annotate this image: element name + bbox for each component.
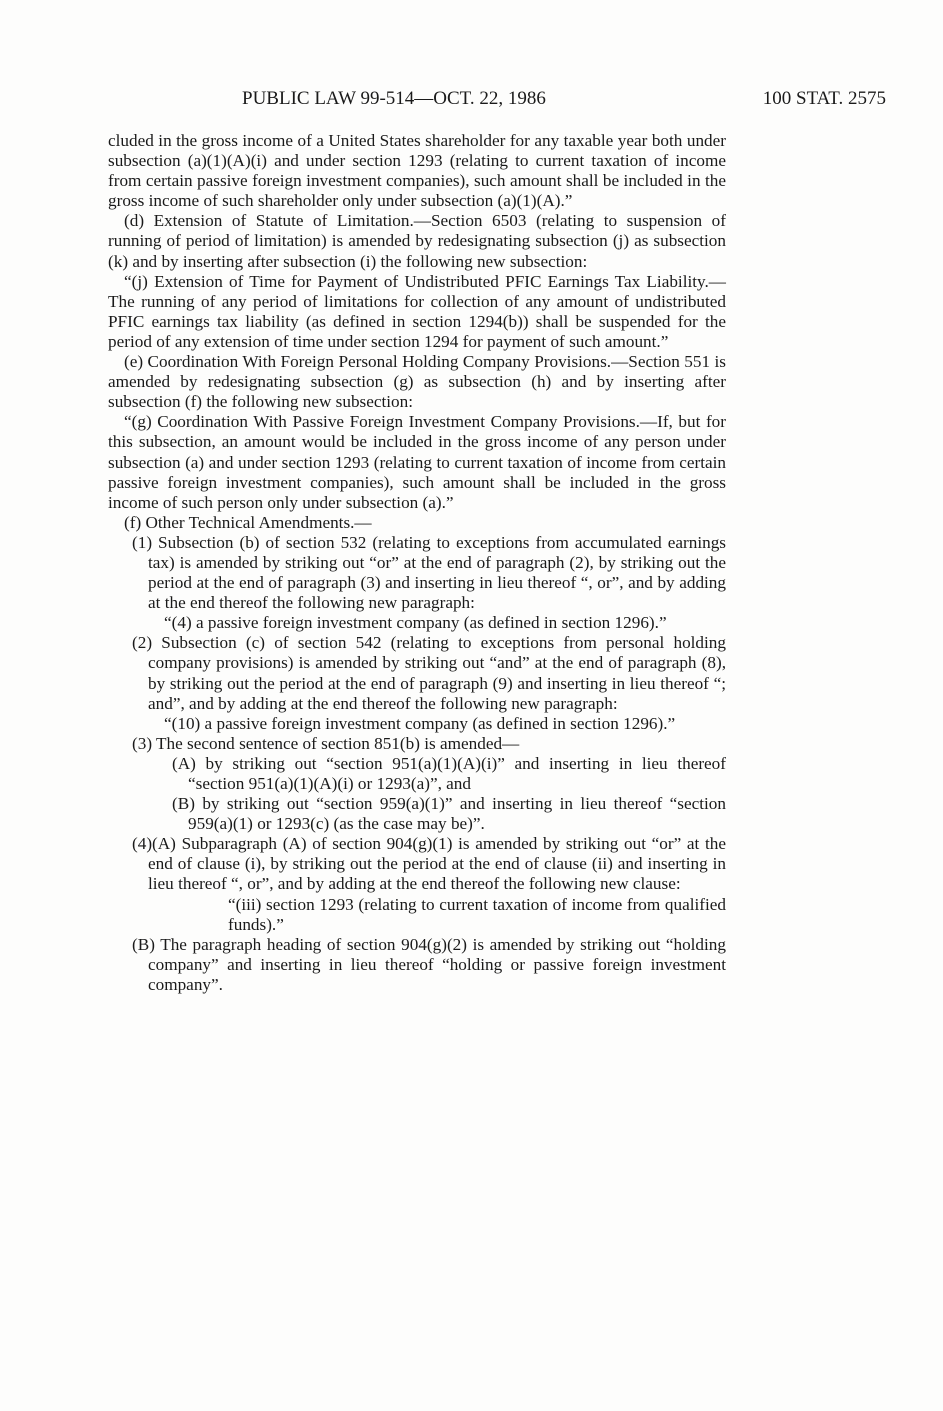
paragraph-f-2-quoted: “(10) a passive foreign investment company (as defined in section 1296).” — [164, 713, 676, 733]
statute-page-number: 100 STAT. 2575 — [762, 88, 886, 109]
paragraph-continued: cluded in the gross income of a United States shareholder for any taxable year both under subsection (a)(1)(A)(i) and under section 1293 (relating to current taxation of income from certain passive foreign investment companies), such amount shall be included in the gross income of such shareholder only under subsection (a)(1)(A).” — [108, 131, 726, 211]
paragraph-f-1-quoted: “(4) a passive foreign investment company (as defined in section 1296).” — [164, 613, 667, 633]
paragraph-f-3-A: (A) by striking out “section 951(a)(1)(A)(i)” and inserting in lieu thereof “section 951(a)(1)(A)(i) or 1293(a)”, and — [172, 753, 726, 793]
public-law-citation: PUBLIC LAW 99-514—OCT. 22, 1986 — [242, 88, 546, 109]
paragraph-f-4-B: (B) The paragraph heading of section 904(g)(2) is amended by striking out “holding company” and inserting in lieu thereof “holding or passive foreign investment company”. — [132, 934, 726, 994]
paragraph-f-3-B: (B) by striking out “section 959(a)(1)” and inserting in lieu thereof “section 959(a)(1) or 1293(c) (as the case may be)”. — [172, 794, 726, 834]
paragraph-d: (d) Extension of Statute of Limitation.—Section 6503 (relating to suspension of running of period of limitation) is amended by redesignating subsection (j) as subsection (k) and by inserting after subsection (i) the following new subsection: — [108, 211, 726, 271]
paragraph-j-quoted: “(j) Extension of Time for Payment of Undistributed PFIC Earnings Tax Liability.—The running of any period of limitations for collection of any amount of undistributed PFIC earnings tax liability (as defined in section 1294(b)) shall be suspended for the period of any extension of time under section 1294 for payment of such amount.” — [108, 271, 726, 351]
page-header — [108, 86, 886, 112]
paragraph-f-heading: (f) Other Technical Amendments.— — [124, 512, 372, 532]
paragraph-f-1: (1) Subsection (b) of section 532 (relating to exceptions from accumulated earnings tax) is amended by striking out “or” at the end of paragraph (2), by striking out the period at the end of paragraph (3) and inserting in lieu thereof “, or”, and by adding at the end thereof the following new paragraph: — [132, 532, 726, 613]
paragraph-f-2: (2) Subsection (c) of section 542 (relating to exceptions from personal holding company provisions) is amended by striking out “and” at the end of paragraph (8), by striking out the period at the end of paragraph (9) and inserting in lieu thereof “; and”, and by adding at the end thereof the following new paragraph: — [132, 633, 726, 713]
paragraph-f-4-A-quoted: “(iii) section 1293 (relating to current taxation of income from qualified funds).” — [228, 894, 726, 934]
document-body — [108, 131, 726, 995]
paragraph-f-4-A: (4)(A) Subparagraph (A) of section 904(g)(1) is amended by striking out “or” at the end of clause (i), by striking out the period at the end of clause (ii) and inserting in lieu thereof “, or”, and by adding at the end thereof the following new clause: — [132, 834, 726, 894]
paragraph-f-3: (3) The second sentence of section 851(b) is amended— — [132, 733, 520, 753]
paragraph-e: (e) Coordination With Foreign Personal Holding Company Provisions.—Section 551 is amended by redesignating subsection (g) as subsection (h) and by inserting after subsection (f) the following new subsection: — [108, 352, 726, 412]
paragraph-g-quoted: “(g) Coordination With Passive Foreign Investment Company Provisions.—If, but for this subsection, an amount would be included in the gross income of any person under subsection (a) and under section 1293 (relating to current taxation of income from certain passive foreign investment companies), such amount shall be included in the gross income of such person only under subsection (a).” — [108, 412, 726, 512]
